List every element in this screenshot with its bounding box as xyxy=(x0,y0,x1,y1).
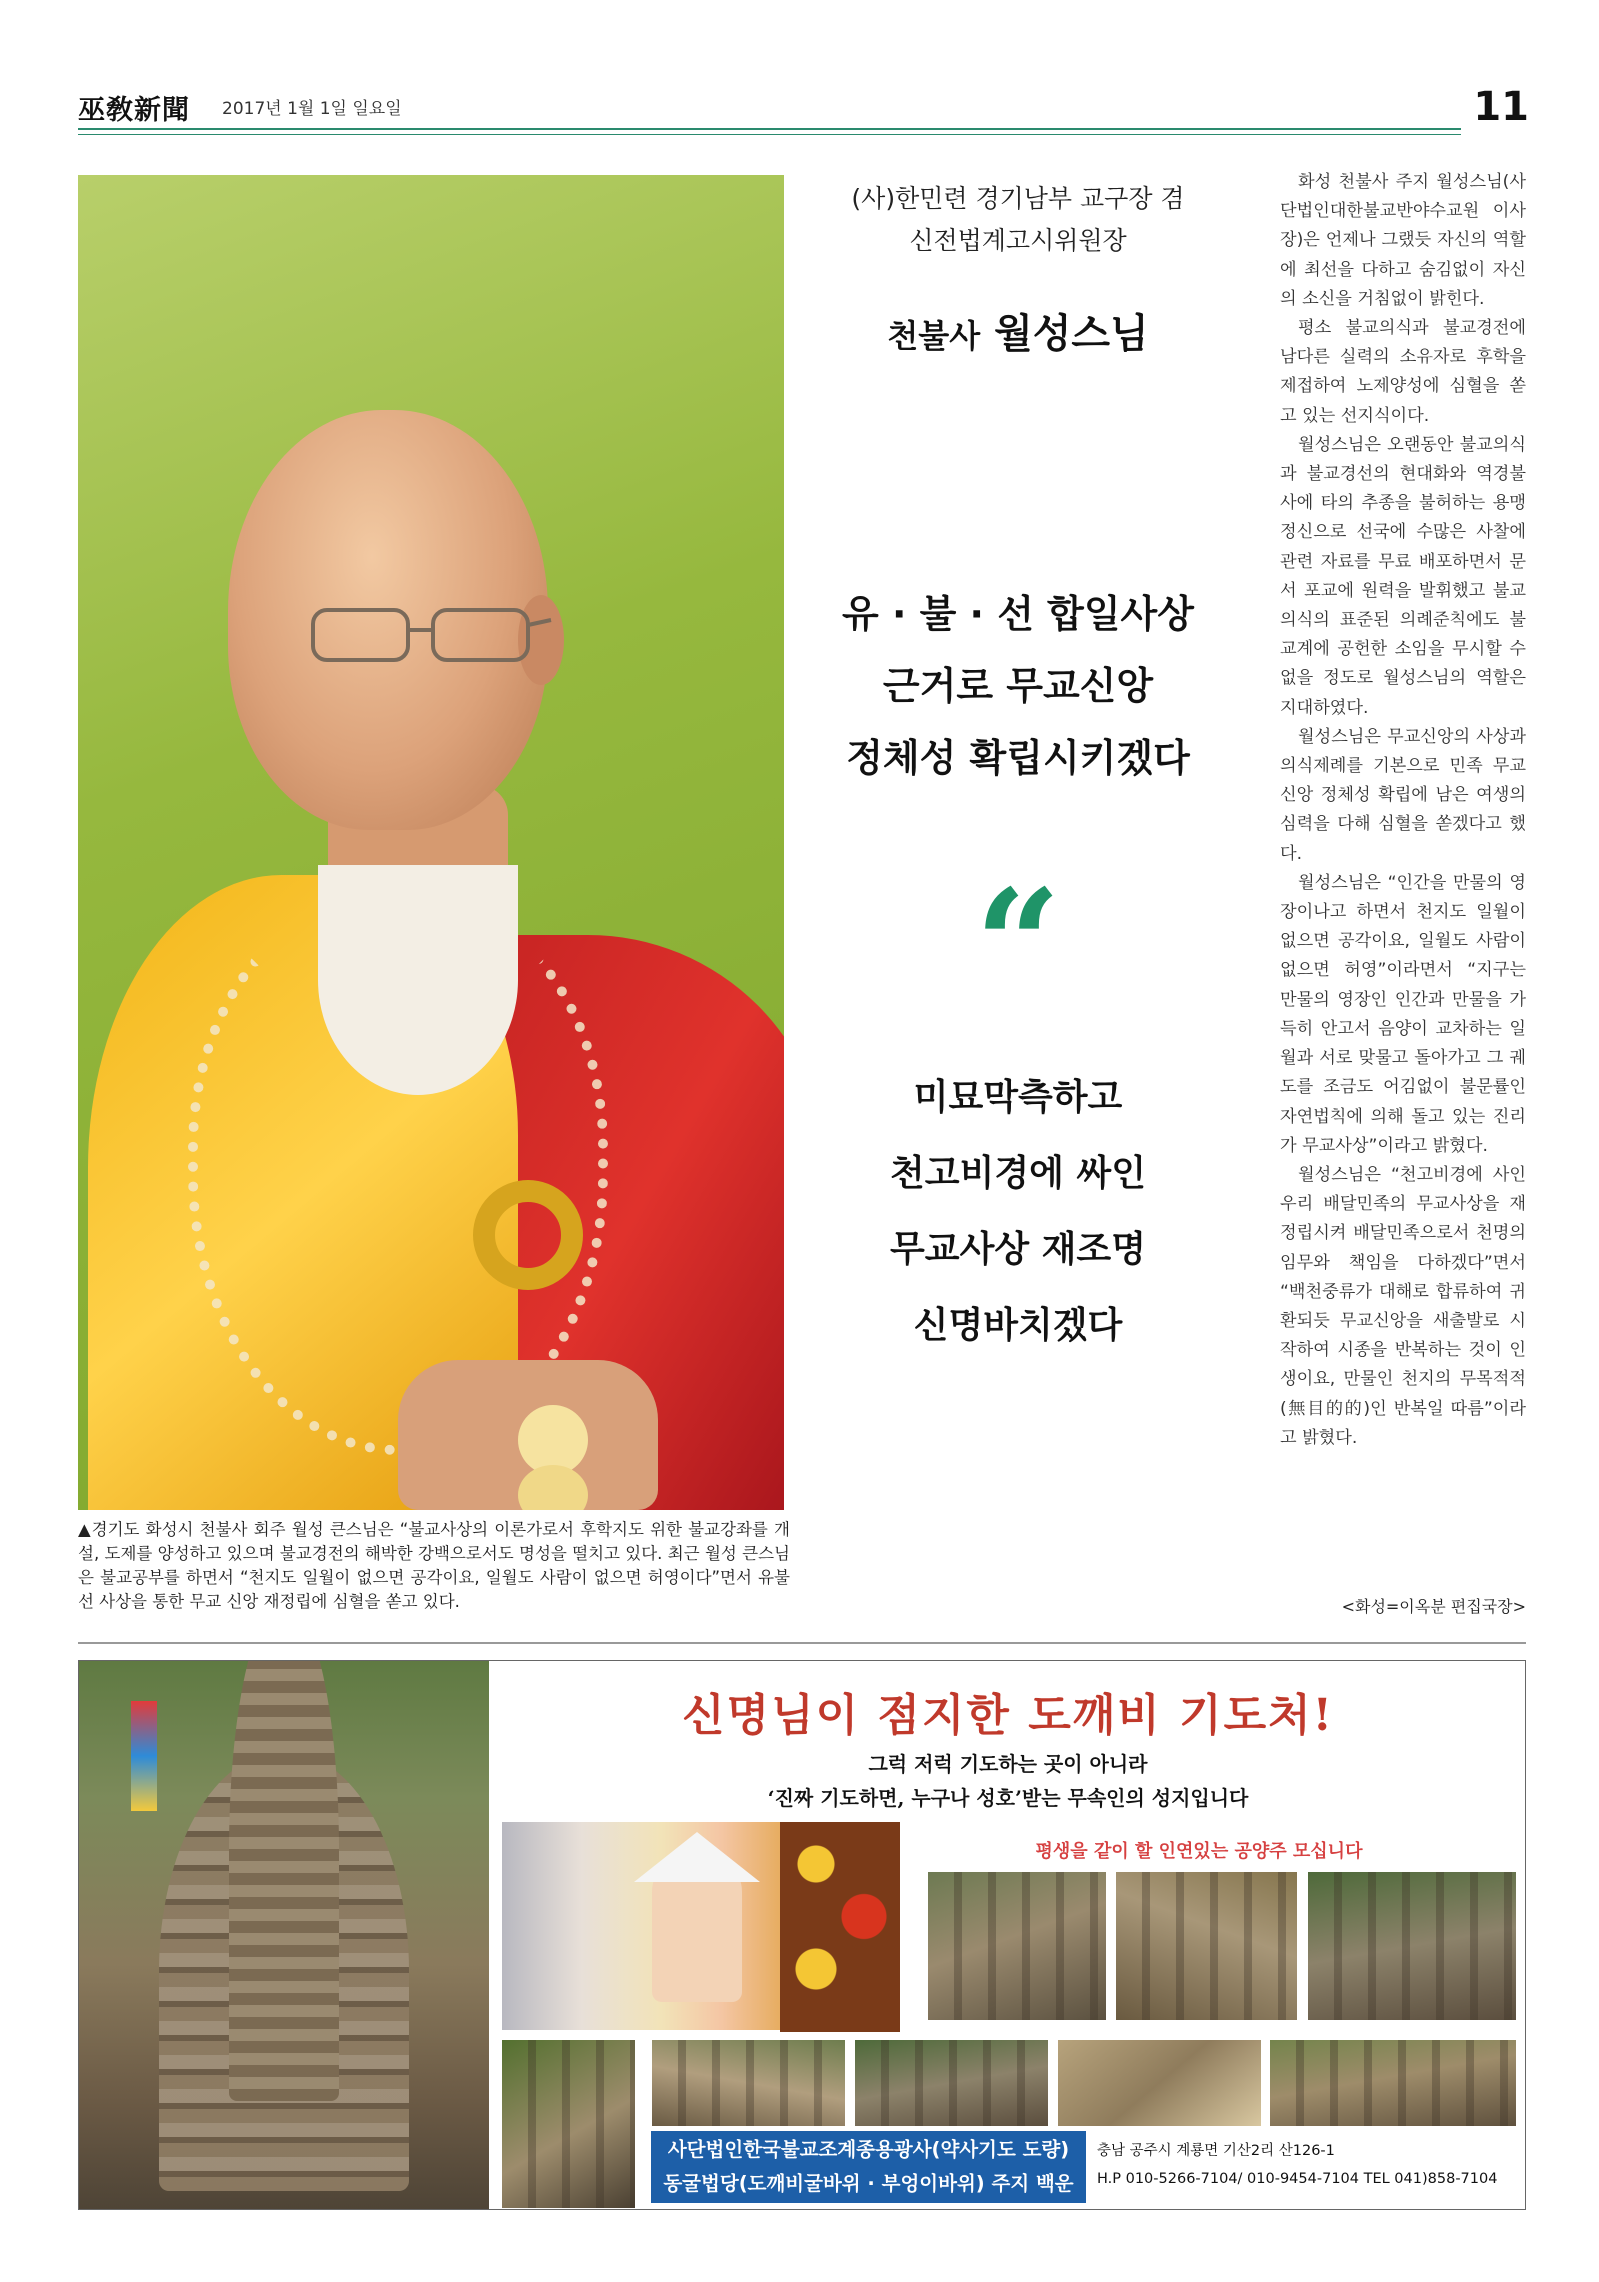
article-paragraph: 평소 불교의식과 불교경전에 남다른 실력의 소유자로 후학을 제접하여 노제양성에 심혈을 쏟고 있는 선지식이다. xyxy=(1280,318,1526,426)
headline-line: 근거로 무교신앙 xyxy=(882,664,1154,708)
glasses-icon xyxy=(303,595,553,675)
shrine-altar-photo xyxy=(501,1821,901,2031)
quote-mark-icon: “ xyxy=(974,857,1062,1033)
stone-stack-shape xyxy=(229,1660,339,2101)
temple-building-photo xyxy=(1057,2039,1262,2127)
robe-ring-ornament xyxy=(473,1180,583,1290)
name-prefix: 천불사 xyxy=(887,317,981,355)
issue-date: 2017년 1월 1일 일요일 xyxy=(222,99,402,119)
article-paragraph: 월성스님은 “천고비경에 사인 우리 배달민족의 무교사상을 재정립시켜 배달민족으로서 천명의 임무와 책임을 다하겠다”면서 “백천중류가 대해로 합류하여 귀환되듯 무교신앙을 새출발로 시작하여 시종을 반복하는 것이 인생이요, 만물인 천지의 무목적적(無目的的)인 반복일 따름”이라고 밝혔다. xyxy=(1280,1164,1526,1448)
article-paragraph: 화성 천불사 주지 월성스님(사단법인대한불교반야수교원 이사장)은 언제나 그랬듯 자신의 역할에 최선을 다하고 숨김없이 자신의 소신을 거침없이 밝힌다. xyxy=(1280,172,1526,309)
newspaper-masthead: 巫敎新聞 xyxy=(78,95,190,126)
kicker-line: 신전법계고시위원장 xyxy=(909,226,1127,255)
headline-line: 정체성 확립시키겠다 xyxy=(846,736,1190,780)
stone-pagoda-photo xyxy=(1115,1871,1298,2021)
header-rule xyxy=(78,128,1461,130)
temple-advertisement xyxy=(78,1660,1526,2210)
article-paragraph: 월성스님은 “인간을 만물의 영장이나고 하면서 천지도 일월이 없으면 공각이요, 일월도 사람이 없으면 허영”이라면서 “지구는 만물의 영장인 인간과 만물을 가득히 안고서 음양이 교차하는 일월과 서로 맞물고 돌아가고 그 궤도를 조금도 어김없이 불문률인 자연법칙에 의해 돌고 있는 진리가 무교사상”이라고 밝혔다. xyxy=(1280,872,1526,1156)
ad-subtitle xyxy=(489,1747,1526,1815)
subject-title xyxy=(808,178,1228,262)
stone-pagoda-photo xyxy=(651,2039,846,2127)
kicker-line: (사)한민련 경기남부 교구장 겸 xyxy=(851,184,1185,213)
banner-line: 사단법인한국불교조계종용광사(약사기도 도량) xyxy=(667,2138,1070,2161)
article-body xyxy=(1280,168,1526,1453)
phone-text: H.P 010-5266-7104/ 010-9454-7104 TEL 041)858-7104 xyxy=(1097,2171,1498,2187)
article-byline: <화성=이옥분 편집국장> xyxy=(1341,1597,1526,1616)
stone-tower-photo xyxy=(79,1661,489,2210)
page-number: 11 xyxy=(1473,84,1529,130)
address-text: 충남 공주시 계룡면 기산2리 산126-1 xyxy=(1097,2143,1335,2159)
ad-title: 신명님이 점지한 도깨비 기도처! xyxy=(682,1690,1334,1741)
stone-pagoda-photo xyxy=(1269,2039,1517,2127)
stone-pagoda-photo xyxy=(501,2039,636,2209)
banner-line: 동굴법당(도깨비굴바위 · 부엉이바위) 주지 백운 xyxy=(663,2172,1074,2195)
headline-line: 무교사상 재조명 xyxy=(890,1229,1146,1270)
prayer-flag-shape xyxy=(131,1701,157,1811)
ad-recruit-notice: 평생을 같이 할 인연있는 공양주 모십니다 xyxy=(1035,1841,1363,1862)
stone-pagoda-photo xyxy=(927,1871,1107,2021)
ad-subtitle-line: 그럭 저럭 기도하는 곳이 아니라 xyxy=(868,1752,1148,1776)
stone-pagoda-photo xyxy=(1307,1871,1517,2021)
headline-line: 천고비경에 싸인 xyxy=(890,1153,1146,1194)
headline-line: 미묘막측하고 xyxy=(913,1077,1123,1118)
photo-caption: ▲경기도 화성시 천불사 회주 월성 큰스님은 “불교사상의 이론가로서 후학지도 위한 불교강좌를 개설, 도제를 양성하고 있으며 불교경전의 해박한 강백으로서도 명성을 떨치고 있다. 최근 월성 큰스님은 불교공부를 하면서 “천지도 일월이 없으면 공각이요, 일월도 사람이 없으면 허영이다”면서 유불선 사상을 통한 무교 신앙 재정립에 심혈을 쏟고 있다. xyxy=(78,1520,790,1611)
name-main: 월성스님 xyxy=(994,310,1149,357)
ad-subtitle-line: ‘진짜 기도하면, 누구나 성호’받는 무속인의 성지입니다 xyxy=(767,1786,1249,1810)
header-rule-thin xyxy=(78,134,1461,135)
headline-primary xyxy=(808,578,1228,794)
headline-line: 유 · 불 · 선 합일사상 xyxy=(842,592,1194,636)
stone-pagoda-photo xyxy=(854,2039,1049,2127)
monk-portrait-photo xyxy=(78,175,784,1510)
article-paragraph: 월성스님은 무교신앙의 사상과 의식제례를 기본으로 민족 무교신앙 정체성 확립에 남은 여생의 심력을 다해 심혈을 쏟겠다고 했다. xyxy=(1280,726,1526,864)
article-paragraph: 월성스님은 오랜동안 불교의식과 불교경선의 현대화와 역경불사에 타의 추종을 불허하는 용맹정신으로 선국에 수많은 사찰에 관련 자료를 무료 배포하면서 문서 포교에 원력을 발휘했고 불교의식의 표준된 의례준칙에도 불교계에 공헌한 소임을 무시할 수 없을 정도로 월성스님의 역할은 지대하였다. xyxy=(1280,434,1526,718)
contact-info xyxy=(1097,2137,1517,2193)
subject-name xyxy=(808,302,1228,359)
flowers-shape xyxy=(780,1822,900,2032)
section-divider xyxy=(78,1642,1526,1644)
temple-name-banner xyxy=(651,2131,1086,2203)
statue-hat-shape xyxy=(634,1832,760,1882)
headline-line: 신명바치겠다 xyxy=(913,1305,1123,1346)
headline-secondary xyxy=(808,1060,1228,1364)
